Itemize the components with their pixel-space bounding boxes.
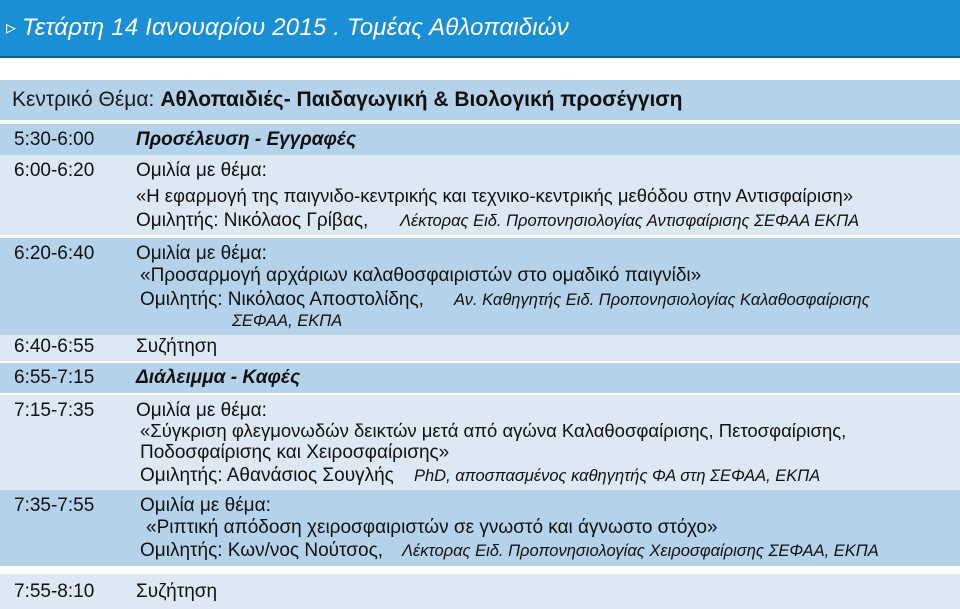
speaker-role: Λέκτορας Ειδ. Προπονησιολογίας Αντισφαίρισης ΣΕΦΑΑ ΕΚΠΑ — [400, 212, 860, 230]
time-slot: 6:55-7:15 — [14, 367, 95, 388]
time-slot: 6:40-6:55 — [14, 336, 95, 357]
talk-intro: Ομιλία με θέμα: — [136, 400, 267, 421]
talk-topic: «Η εφαρμογή της παιγνιδο-κεντρικής και τεχνικο-κεντρικής μεθόδου στην Αντισφαίριση» — [136, 185, 854, 206]
schedule-row — [0, 238, 960, 335]
talk-topic: «Προσαρμογή αρχάριων καλαθοσφαιριστών στο ομαδικό παιγνίδι» — [140, 265, 702, 286]
schedule-row — [0, 335, 960, 361]
talk-topic-cont: Ποδοσφαίρισης και Χειροσφαίρισης» — [140, 442, 450, 463]
schedule-row — [0, 395, 960, 490]
time-slot: 7:55-8:10 — [14, 581, 95, 602]
speaker-role: PhD, αποσπασμένος καθηγητής ΦΑ στη ΣΕΦΑΑ, ΕΚΠΑ — [414, 467, 821, 485]
row-title: Συζήτηση — [136, 581, 218, 602]
schedule-row — [0, 574, 960, 609]
time-slot: 7:15-7:35 — [14, 400, 95, 421]
row-title: Διάλειμμα - Καφές — [136, 367, 301, 388]
schedule-row — [0, 490, 960, 566]
speaker-name: Ομιλητής: Νικόλαος Αποστολίδης, — [140, 289, 424, 310]
triangle-bullet-icon: ▹ — [6, 17, 17, 39]
time-slot: 7:35-7:55 — [14, 495, 95, 516]
schedule-row — [0, 155, 960, 235]
speaker-role: Αν. Καθηγητής Ειδ. Προπονησιολογίας Καλαθοσφαίρισης — [454, 291, 870, 309]
theme-value: Αθλοπαιδιές- Παιδαγωγική & Βιολογική προσέγγιση — [160, 88, 683, 111]
time-slot: 5:30-6:00 — [14, 129, 95, 150]
speaker-role-cont: ΣΕΦΑΑ, ΕΚΠΑ — [232, 312, 343, 330]
time-slot: 6:20-6:40 — [14, 243, 95, 264]
schedule-row — [0, 363, 960, 393]
central-theme-row — [0, 80, 960, 120]
talk-intro: Ομιλία με θέμα: — [140, 495, 271, 516]
header-bar — [0, 0, 960, 58]
row-title: Συζήτηση — [136, 336, 218, 357]
talk-intro: Ομιλία με θέμα: — [136, 160, 267, 181]
page-title: Τετάρτη 14 Ιανουαρίου 2015 . Τομέας Αθλοπαιδιών — [22, 14, 569, 41]
speaker-role: Λέκτορας Ειδ. Προπονησιολογίας Χειροσφαίρισης ΣΕΦΑΑ, ΕΚΠΑ — [402, 542, 879, 560]
talk-topic: «Ριπτική απόδοση χειροσφαιριστών σε γνωστό και άγνωστο στόχο» — [146, 517, 718, 538]
time-slot: 6:00-6:20 — [14, 160, 95, 181]
speaker-name: Ομιλητής: Αθανάσιος Σουγλής — [140, 465, 394, 486]
row-title: Προσέλευση - Εγγραφές — [136, 129, 357, 150]
theme-label: Κεντρικό Θέμα: — [12, 88, 155, 111]
speaker-name: Ομιλητής: Νικόλαος Γρίβας, — [136, 210, 369, 231]
speaker-name: Ομιλητής: Κων/νος Νούτσος, — [140, 540, 384, 561]
talk-topic: «Σύγκριση φλεγμονωδών δεικτών μετά από αγώνα Καλαθοσφαίρισης, Πετοσφαίρισης, — [140, 420, 847, 441]
schedule-row — [0, 124, 960, 155]
talk-intro: Ομιλία με θέμα: — [136, 243, 267, 264]
